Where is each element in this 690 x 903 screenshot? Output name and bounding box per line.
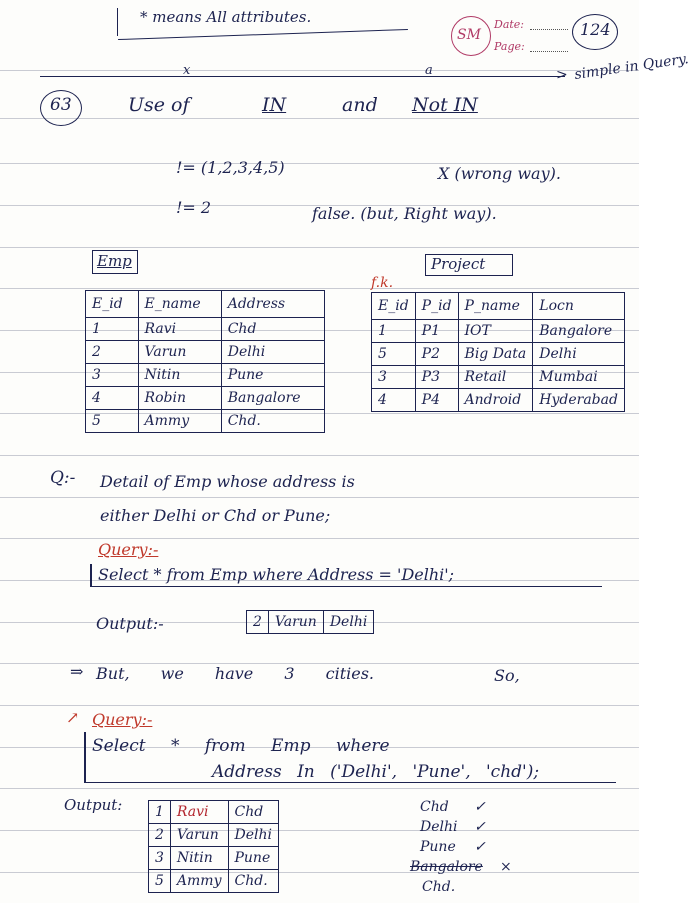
table-row bbox=[86, 318, 325, 341]
output-2-cell: Chd. bbox=[228, 870, 278, 893]
output-2-cell: 2 bbox=[149, 824, 171, 847]
emp-cell: 5 bbox=[86, 410, 139, 433]
emp-cell: 1 bbox=[86, 318, 139, 341]
emp-cell: Chd bbox=[221, 318, 324, 341]
emp-cell: Varun bbox=[138, 341, 221, 364]
output-1-table bbox=[246, 610, 374, 634]
project-cell: 3 bbox=[372, 366, 416, 389]
emp-cell: Delhi bbox=[221, 341, 324, 364]
check-city: Chd bbox=[420, 799, 449, 815]
project-header-eid: E_id bbox=[372, 293, 416, 320]
stamp-page-line bbox=[530, 51, 568, 52]
heading-title-notin: Not IN bbox=[412, 94, 478, 116]
ruled-line bbox=[0, 872, 639, 873]
ruled-line bbox=[0, 830, 639, 831]
emp-cell: Robin bbox=[138, 387, 221, 410]
intro-line-2: != 2 bbox=[176, 198, 212, 217]
question-line-1: Detail of Emp whose address is bbox=[100, 472, 355, 491]
ruled-line bbox=[0, 538, 639, 539]
emp-cell: Ravi bbox=[138, 318, 221, 341]
intro-line-1: != (1,2,3,4,5) bbox=[176, 158, 285, 177]
check-mark-icon: ✓ bbox=[474, 819, 486, 835]
but-text: But, we have 3 cities. bbox=[96, 664, 375, 683]
project-cell: P1 bbox=[415, 320, 458, 343]
emp-header-eid: E_id bbox=[86, 291, 139, 318]
foreign-key-label: f.k. bbox=[371, 275, 394, 291]
table-row bbox=[149, 801, 279, 824]
project-cell: Mumbai bbox=[533, 366, 625, 389]
intro-line-1-note: X (wrong way). bbox=[438, 164, 561, 183]
arrow-head-icon: > bbox=[556, 67, 568, 83]
query-1-label: Query:- bbox=[98, 540, 159, 559]
header-note: * means All attributes. bbox=[140, 8, 312, 26]
table-row bbox=[372, 320, 625, 343]
heading-title-in: IN bbox=[262, 94, 287, 116]
table-row bbox=[86, 387, 325, 410]
table-row bbox=[372, 343, 625, 366]
ruled-line bbox=[0, 788, 639, 789]
emp-header-ename: E_name bbox=[138, 291, 221, 318]
project-cell: P2 bbox=[415, 343, 458, 366]
project-cell: Retail bbox=[458, 366, 533, 389]
output-1-cell: Varun bbox=[268, 611, 323, 634]
output-2-cell: Pune bbox=[228, 847, 278, 870]
project-cell: P3 bbox=[415, 366, 458, 389]
emp-label: Emp bbox=[97, 252, 132, 270]
output-2-label: Output: bbox=[64, 796, 123, 814]
query-2-label: Query:- bbox=[92, 710, 153, 729]
output-2-cell: Varun bbox=[170, 824, 228, 847]
header-bracket bbox=[117, 8, 118, 36]
emp-cell: 3 bbox=[86, 364, 139, 387]
output-2-cell: Delhi bbox=[228, 824, 278, 847]
stamp-date-label: Date: bbox=[494, 18, 525, 31]
question-line-2: either Delhi or Chd or Pune; bbox=[100, 506, 331, 525]
table-row bbox=[86, 341, 325, 364]
output-2-cell: 1 bbox=[149, 801, 171, 824]
table-row bbox=[149, 847, 279, 870]
page-number: 124 bbox=[580, 20, 611, 39]
emp-cell: 2 bbox=[86, 341, 139, 364]
project-cell: Hyderabad bbox=[533, 389, 625, 412]
output-2-cell: Nitin bbox=[170, 847, 228, 870]
emp-cell: 4 bbox=[86, 387, 139, 410]
table-row bbox=[86, 364, 325, 387]
project-cell: 4 bbox=[372, 389, 416, 412]
query-2-line-1: Select * from Emp where bbox=[92, 736, 390, 756]
project-cell: Big Data bbox=[458, 343, 533, 366]
emp-cell: Ammy bbox=[138, 410, 221, 433]
emp-cell: Bangalore bbox=[221, 387, 324, 410]
heading-number: 63 bbox=[50, 95, 72, 115]
ruled-line bbox=[0, 70, 639, 71]
project-cell: Android bbox=[458, 389, 533, 412]
project-cell: IOT bbox=[458, 320, 533, 343]
ruled-line bbox=[0, 247, 639, 248]
ruled-line bbox=[0, 288, 639, 289]
table-row bbox=[247, 611, 374, 634]
ruled-line bbox=[0, 118, 639, 119]
query-2-line-2: Address In ('Delhi', 'Pune', 'chd'); bbox=[212, 762, 540, 782]
emp-header-address: Address bbox=[221, 291, 324, 318]
project-header-pid: P_id bbox=[415, 293, 458, 320]
check-city: Chd. bbox=[422, 879, 456, 895]
emp-cell: Nitin bbox=[138, 364, 221, 387]
table-row bbox=[149, 870, 279, 893]
check-mark-icon: ✓ bbox=[474, 839, 486, 855]
project-cell: Delhi bbox=[533, 343, 625, 366]
project-cell: P4 bbox=[415, 389, 458, 412]
intro-line-2-note: false. (but, Right way). bbox=[312, 204, 497, 223]
output-2-cell: Chd bbox=[228, 801, 278, 824]
output-2-table bbox=[148, 800, 279, 893]
heading-title-and: and bbox=[342, 94, 378, 116]
output-1-cell: Delhi bbox=[323, 611, 373, 634]
emp-table bbox=[85, 290, 325, 433]
header-underline bbox=[118, 29, 408, 40]
stamp-date-line bbox=[530, 29, 568, 30]
check-city: Delhi bbox=[420, 819, 458, 835]
question-label: Q:- bbox=[50, 468, 76, 488]
project-header-locn: Locn bbox=[533, 293, 625, 320]
arrow-mark-left: x bbox=[183, 63, 191, 78]
arrow-line bbox=[40, 76, 565, 77]
ruled-line bbox=[0, 705, 639, 706]
output-2-cell: 3 bbox=[149, 847, 171, 870]
output-1-label: Output:- bbox=[96, 614, 164, 633]
project-table bbox=[371, 292, 625, 412]
stamp-page-label: Page: bbox=[494, 40, 525, 53]
arrow-icon: ↗ bbox=[66, 708, 80, 727]
emp-cell: Chd. bbox=[221, 410, 324, 433]
project-cell: 1 bbox=[372, 320, 416, 343]
emp-cell: Pune bbox=[221, 364, 324, 387]
arrow-icon: ⇒ bbox=[70, 662, 84, 681]
cross-mark-icon: × bbox=[500, 859, 512, 875]
stamp-logo-text: SM bbox=[457, 27, 481, 43]
table-row bbox=[149, 824, 279, 847]
project-cell: 5 bbox=[372, 343, 416, 366]
output-2-cell: Ravi bbox=[170, 801, 228, 824]
check-mark-icon: ✓ bbox=[474, 799, 486, 815]
output-2-cell: Ammy bbox=[170, 870, 228, 893]
check-city: Pune bbox=[420, 839, 456, 855]
side-note: simple in Query. bbox=[573, 51, 690, 83]
output-2-cell: 5 bbox=[149, 870, 171, 893]
output-1-cell: 2 bbox=[247, 611, 269, 634]
project-cell: Bangalore bbox=[533, 320, 625, 343]
ruled-line bbox=[0, 497, 639, 498]
so-text: So, bbox=[494, 666, 520, 685]
arrow-mark-right: a bbox=[425, 63, 433, 78]
check-city: Bangalore bbox=[410, 859, 483, 875]
emp-table-header bbox=[86, 291, 325, 318]
table-row bbox=[372, 389, 625, 412]
table-row bbox=[372, 366, 625, 389]
ruled-line bbox=[0, 455, 639, 456]
query-1-sql: Select * from Emp where Address = 'Delhi'; bbox=[98, 565, 455, 584]
table-row bbox=[86, 410, 325, 433]
project-label: Project bbox=[431, 255, 486, 273]
project-table-header bbox=[372, 293, 625, 320]
project-header-pname: P_name bbox=[458, 293, 533, 320]
heading-title-pre: Use of bbox=[128, 94, 190, 116]
